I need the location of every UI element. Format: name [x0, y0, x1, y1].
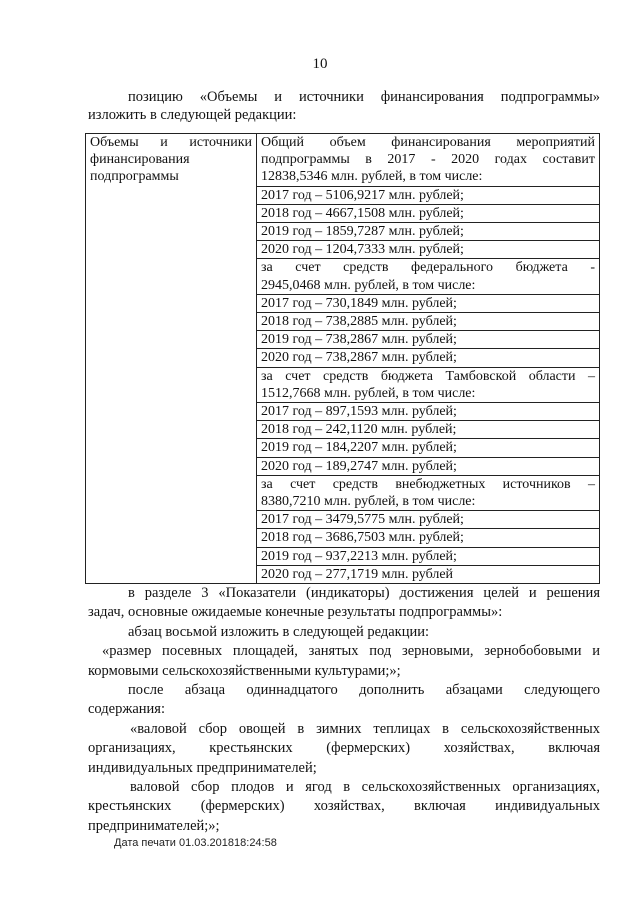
paragraph-line: индивидуальных предпринимателей;: [88, 759, 317, 776]
value-line: 8380,7210 млн. рублей, в том числе:: [257, 493, 599, 511]
value-line: подпрограммы в 2017 - 2020 годах составит: [261, 152, 595, 168]
paragraph-line: крестьянских (фермерских) хозяйствах, включая индивидуальных: [88, 798, 600, 815]
paragraph-line: организациях, крестьянских (фермерских) хозяйствах, включая: [88, 740, 600, 757]
value-line: 2018 год – 242,1120 млн. рублей;: [257, 421, 599, 439]
label-line: подпрограммы: [90, 169, 179, 185]
paragraph-line: задач, основные ожидаемые конечные результаты подпрограммы»:: [88, 604, 503, 621]
print-date-footer: Дата печати 01.03.201818:24:58: [114, 837, 277, 849]
paragraph-line: после абзаца одиннадцатого дополнить абзацами следующего: [128, 682, 600, 699]
intro-line: изложить в следующей редакции:: [88, 107, 297, 123]
value-line: 2945,0468 млн. рублей, в том числе:: [257, 277, 599, 295]
table-value-cell: [257, 134, 600, 584]
value-line: 2019 год – 1859,7287 млн. рублей;: [257, 223, 599, 241]
body-text: [88, 584, 600, 836]
value-line: 1512,7668 млн. рублей, в том числе:: [257, 385, 599, 403]
table-label-cell: [86, 134, 257, 584]
value-line: 2017 год – 3479,5775 млн. рублей;: [257, 511, 599, 529]
paragraph-line: «валовой сбор овощей в зимних теплицах в сельскохозяйственных: [130, 720, 600, 737]
label-line: финансирования: [90, 152, 190, 168]
paragraph-line: валовой сбор плодов и ягод в сельскохозяйственных организациях,: [130, 779, 600, 796]
paragraph-line: предпринимателей;»;: [88, 817, 220, 834]
label-line: Объемы и источники: [90, 135, 252, 150]
value-line: 2020 год – 1204,7333 млн. рублей;: [257, 241, 599, 259]
financing-table: [85, 133, 600, 584]
value-line: 2020 год – 277,1719 млн. рублей: [261, 566, 454, 582]
value-line: 2017 год – 730,1849 млн. рублей;: [257, 295, 599, 313]
value-line: 2018 год – 738,2885 млн. рублей;: [257, 313, 599, 331]
value-line: за счет средств федерального бюджета -: [261, 260, 595, 276]
value-line: 2017 год – 897,1593 млн. рублей;: [257, 403, 599, 421]
value-line: 2019 год – 937,2213 млн. рублей;: [257, 548, 599, 566]
paragraph-line: в разделе 3 «Показатели (индикаторы) достижения целей и решения: [128, 585, 600, 601]
paragraph-line: «размер посевных площадей, занятых под зерновыми, зернобобовыми и: [102, 643, 600, 660]
value-line: Общий объем финансирования мероприятий: [261, 135, 595, 150]
paragraph-line: абзац восьмой изложить в следующей редакции:: [128, 623, 430, 640]
value-line: 2018 год – 3686,7503 млн. рублей;: [257, 529, 599, 547]
value-line: за счет средств бюджета Тамбовской области –: [261, 368, 595, 384]
value-line: 2017 год – 5106,9217 млн. рублей;: [257, 187, 599, 205]
paragraph-line: кормовыми сельскохозяйственными культурами;»;: [88, 662, 401, 679]
intro-line: позицию «Объемы и источники финансирования подпрограммы»: [128, 89, 600, 105]
value-line: 2019 год – 738,2867 млн. рублей;: [257, 331, 599, 349]
paragraph-line: содержания:: [88, 701, 166, 718]
value-line: 2018 год – 4667,1508 млн. рублей;: [257, 205, 599, 223]
value-line: 12838,5346 млн. рублей, в том числе:: [257, 168, 599, 186]
intro-paragraph: [88, 88, 600, 124]
value-line: 2020 год – 189,2747 млн. рублей;: [257, 458, 599, 476]
value-line: 2019 год – 184,2207 млн. рублей;: [257, 439, 599, 457]
page-number: 10: [312, 56, 328, 72]
value-line: за счет средств внебюджетных источников –: [261, 476, 595, 492]
table-row: [86, 134, 600, 584]
value-line: 2020 год – 738,2867 млн. рублей;: [257, 349, 599, 367]
